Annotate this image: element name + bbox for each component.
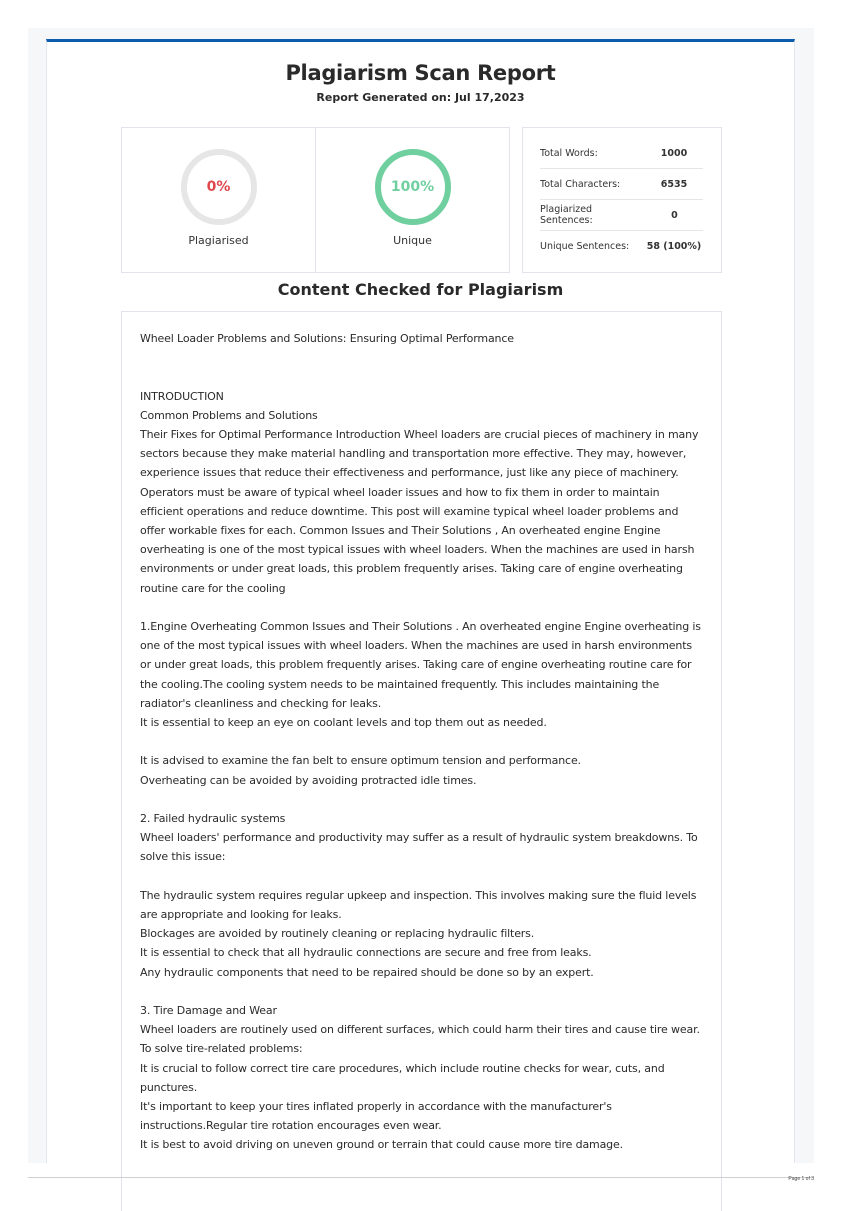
content-line: Operators must be aware of typical wheel loader issues and how to fix them in order to maintain <box>140 485 660 499</box>
unique-ring-icon <box>375 149 451 225</box>
content-line: Wheel Loader Problems and Solutions: Ensuring Optimal Performance <box>140 332 514 345</box>
content-line: are appropriate and looking for leaks. <box>140 908 342 921</box>
content-line: solve this issue: <box>140 850 226 864</box>
content-line: It is advised to examine the fan belt to ensure optimum tension and performance. <box>140 754 581 768</box>
stat-total-characters <box>540 169 703 200</box>
content-line: environments or under great loads, this problem frequently arises. Taking care of engine overheating <box>140 562 683 576</box>
stat-value: 1000 <box>660 147 688 159</box>
unique-label: Unique <box>393 234 432 247</box>
content-line: experience issues that reduce their effectiveness and performance, just like any piece of machinery. <box>140 466 679 480</box>
content-line: INTRODUCTION <box>140 389 224 403</box>
stat-value: 58 (100%) <box>646 240 702 252</box>
page-number: Page 1 of 3 <box>788 1176 814 1182</box>
content-line: Wheel loaders are routinely used on different surfaces, which could harm their tires and cause tire wear. <box>140 1023 700 1037</box>
content-line: 3. Tire Damage and Wear <box>140 1004 277 1017</box>
content-line: punctures. <box>140 1080 198 1094</box>
content-line: offer workable fixes for each. Common Issues and Their Solutions , An overheated engine Engine <box>140 524 661 537</box>
content-line <box>140 867 704 886</box>
report-card <box>46 39 795 1163</box>
stat-plagiarized-sentences <box>540 200 703 231</box>
content-line: Their Fixes for Optimal Performance Introduction Wheel loaders are crucial pieces of machinery in many <box>140 427 699 441</box>
content-line: or under great loads, this problem frequently arises. Taking care of engine overheating routine care for <box>140 658 692 672</box>
stat-value: 6535 <box>660 178 688 190</box>
content-line <box>140 348 704 367</box>
content-line: efficient operations and reduce downtime. This post will examine typical wheel loader problems and <box>140 504 679 518</box>
score-panel <box>121 127 510 273</box>
report-date: Report Generated on: Jul 17,2023 <box>316 91 525 104</box>
content-line: Wheel loaders' performance and productivity may suffer as a result of hydraulic system breakdowns. To <box>140 831 698 845</box>
content-line: It's important to keep your tires inflated properly in accordance with the manufacturer's <box>140 1100 612 1114</box>
content-line: overheating is one of the most typical issues with wheel loaders. When the machines are used in harsh <box>140 543 695 557</box>
content-line: radiator's cleanliness and checking for leaks. <box>140 696 382 710</box>
content-line: the cooling.The cooling system needs to be maintained frequently. This includes maintaining the <box>140 677 660 691</box>
content-line: Any hydraulic components that need to be repaired should be done so by an expert. <box>140 965 594 979</box>
stat-label: Total Characters: <box>540 178 621 190</box>
footer-divider <box>28 1177 814 1178</box>
content-line: 1.Engine Overheating Common Issues and Their Solutions . An overheated engine Engine overheating is <box>140 620 701 633</box>
content-line: The hydraulic system requires regular upkeep and inspection. This involves making sure the fluid levels <box>140 888 697 902</box>
stat-label: Unique Sentences: <box>540 240 630 252</box>
stat-label: Plagiarized Sentences: <box>540 204 593 226</box>
content-line <box>140 982 704 1001</box>
content-line: routine care for the cooling <box>140 581 286 595</box>
content-line <box>140 732 704 751</box>
content-line: To solve tire-related problems: <box>140 1042 303 1056</box>
plagiarised-label: Plagiarised <box>188 234 249 247</box>
stats-panel <box>522 127 722 273</box>
report-title: Plagiarism Scan Report <box>285 61 556 85</box>
stat-unique-sentences <box>540 231 703 261</box>
content-line <box>140 598 704 617</box>
content-line: It is crucial to follow correct tire care procedures, which include routine checks for wear, cuts, and <box>140 1061 665 1075</box>
content-line: sectors because they make material handling and transportation more effective. They may, however, <box>140 447 687 461</box>
content-line: It is essential to check that all hydraulic connections are secure and free from leaks. <box>140 946 592 960</box>
stat-label: Total Words: <box>540 147 598 159</box>
content-heading: Content Checked for Plagiarism <box>277 280 564 299</box>
stat-total-words <box>540 138 703 169</box>
plagiarised-score <box>122 128 315 272</box>
plagiarised-percent: 0% <box>206 179 231 195</box>
content-line: instructions.Regular tire rotation encourages even wear. <box>140 1119 442 1133</box>
stat-value: 0 <box>671 209 678 221</box>
content-line: It is essential to keep an eye on coolant levels and top them out as needed. <box>140 716 547 730</box>
content-line: one of the most typical issues with wheel loaders. When the machines are used in harsh environments <box>140 639 692 653</box>
content-line: 2. Failed hydraulic systems <box>140 812 286 825</box>
content-line: Overheating can be avoided by avoiding protracted idle times. <box>140 773 477 787</box>
plagiarised-ring-icon <box>181 149 257 225</box>
content-line: Common Problems and Solutions <box>140 408 318 422</box>
content-line <box>140 790 704 809</box>
content-line <box>140 367 704 386</box>
content-line: Blockages are avoided by routinely cleaning or replacing hydraulic filters. <box>140 927 535 941</box>
content-line: It is best to avoid driving on uneven ground or terrain that could cause more tire damage. <box>140 1138 623 1152</box>
unique-score <box>315 128 509 272</box>
unique-percent: 100% <box>390 179 435 195</box>
checked-content <box>121 311 722 1211</box>
